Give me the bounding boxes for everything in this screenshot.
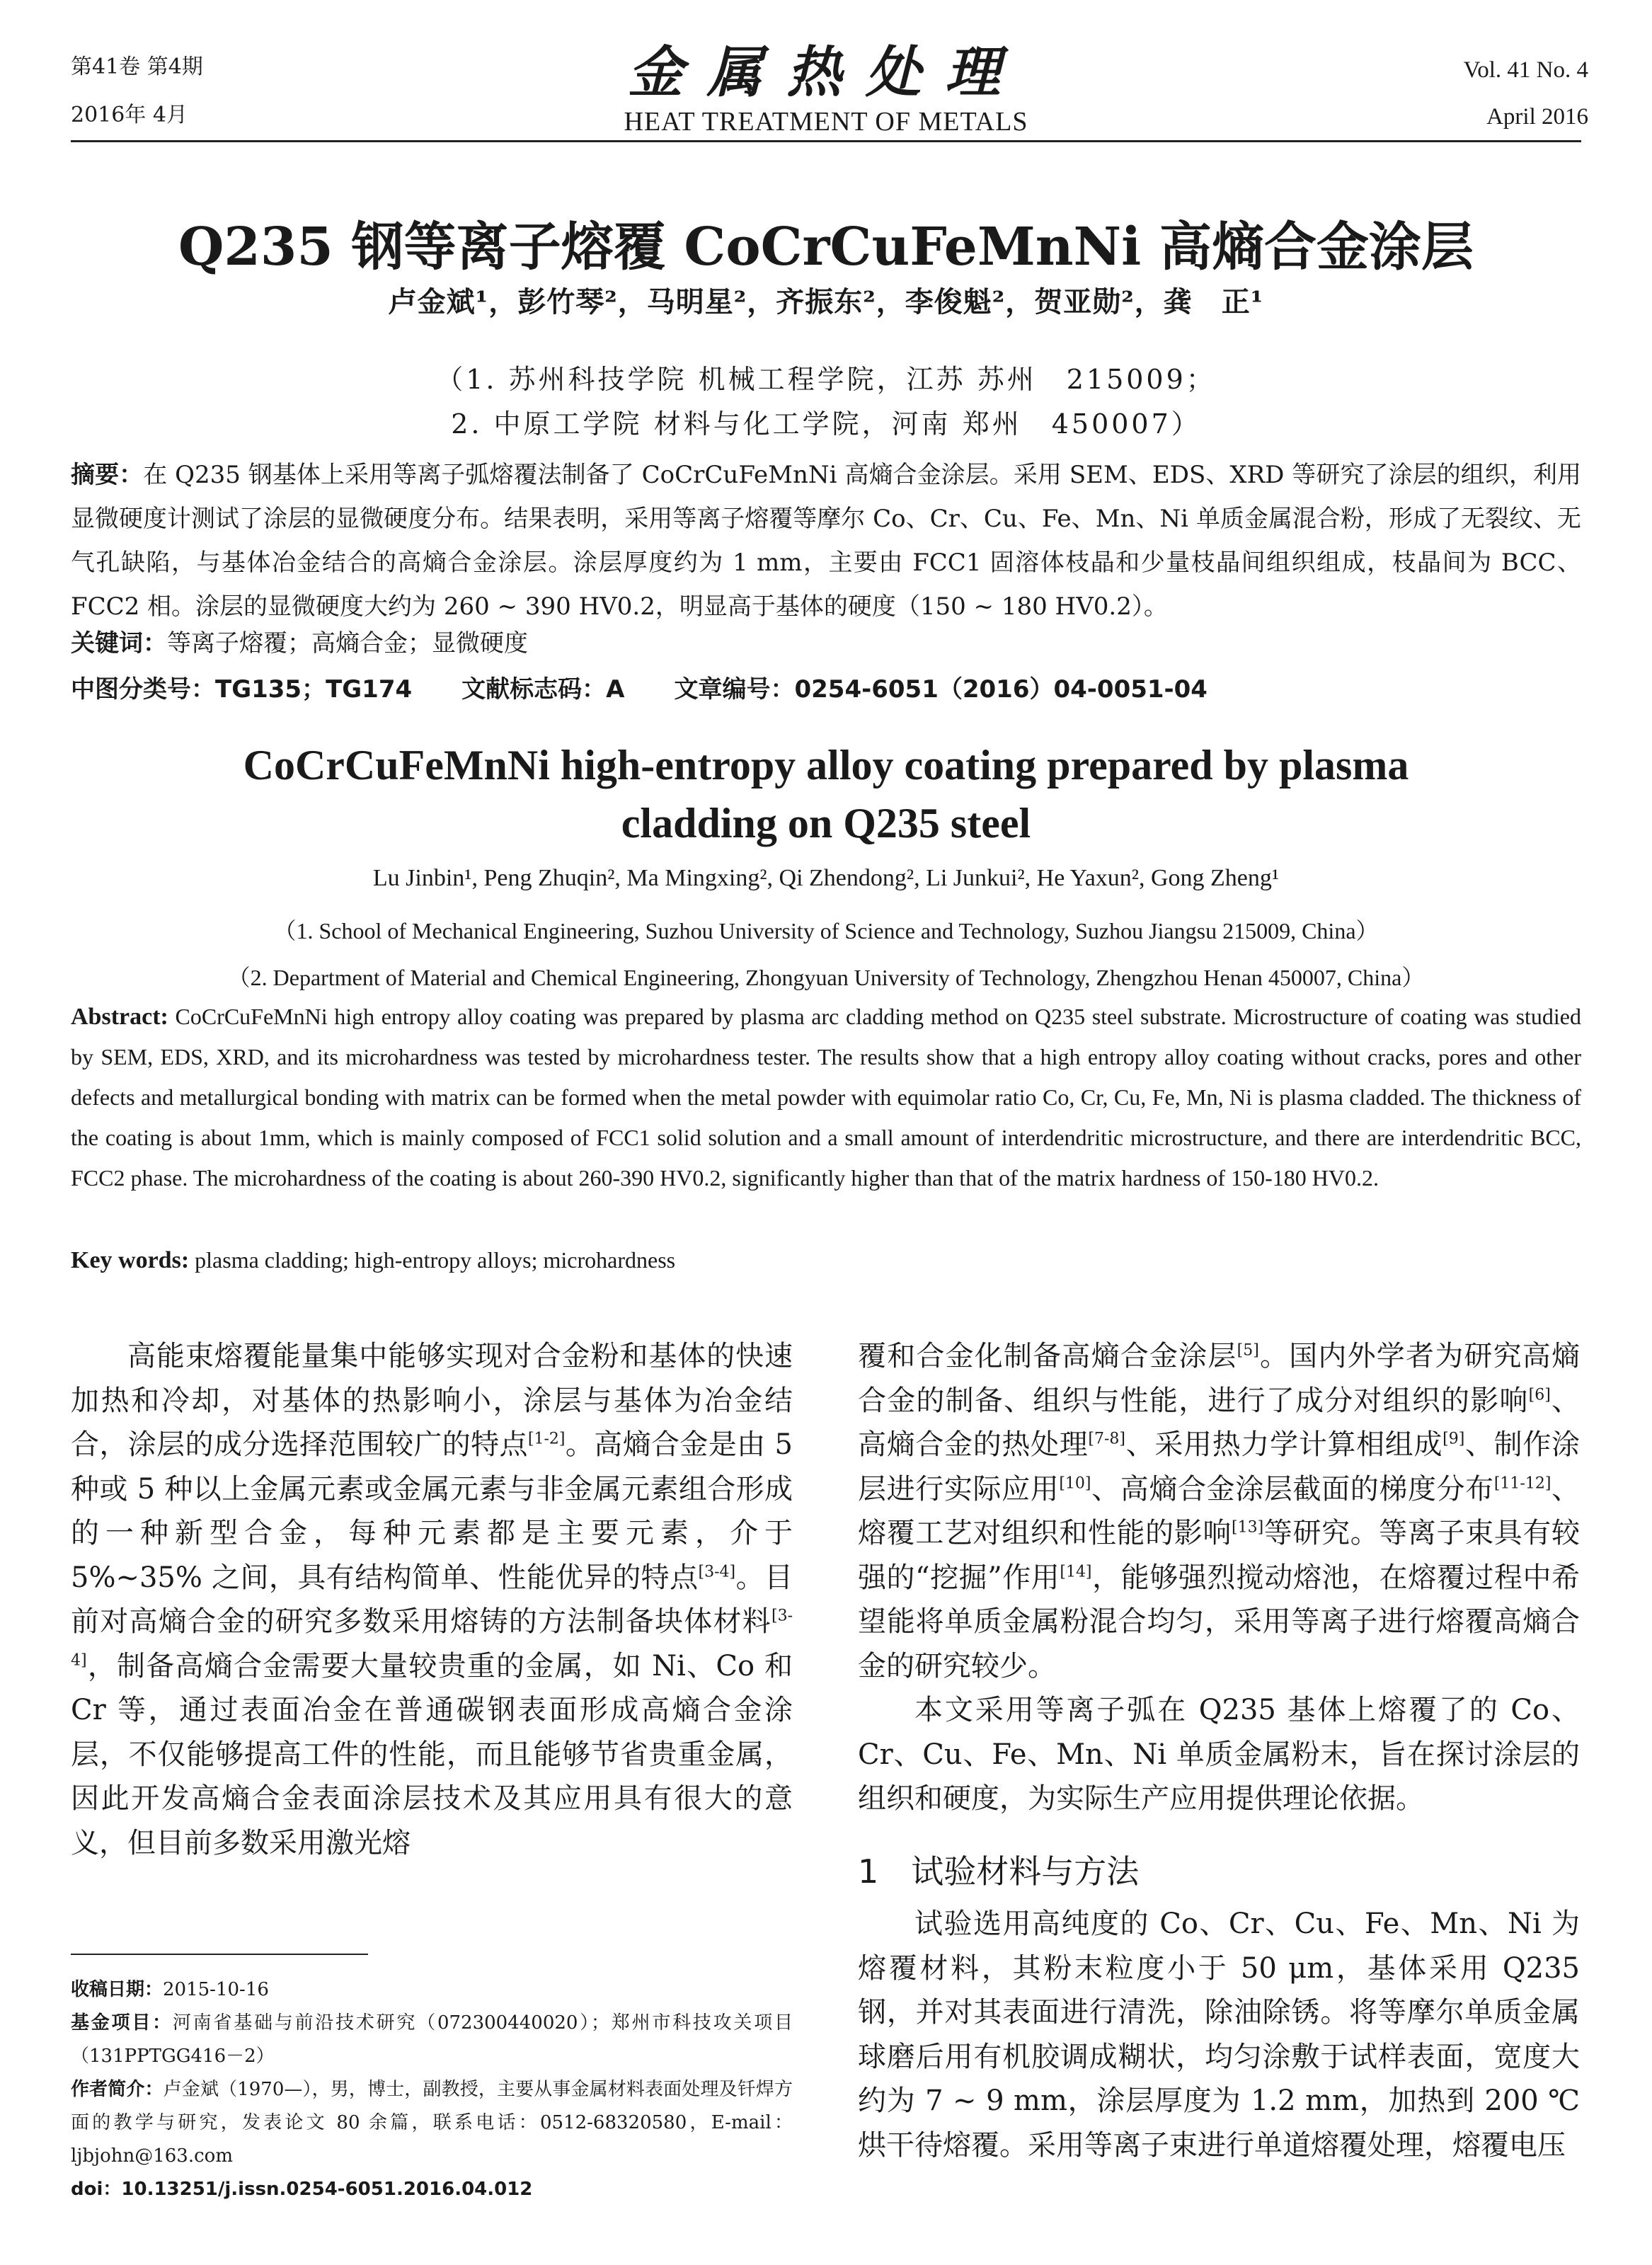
received-date <box>71 1973 793 2007</box>
section-1-heading: 1 试验材料与方法 <box>858 1852 1140 1891</box>
classification-line <box>71 670 1257 704</box>
abstract-cn-text: 在 Q235 钢基体上采用等离子弧熔覆法制备了 CoCrCuFeMnNi 高熵合金涂层。采用 SEM、EDS、XRD 等研究了涂层的组织，利用显微硬度计测试了涂层的显微硬度分布。结果表明，采用等离子熔覆等摩尔 Co、Cr、Cu、Fe、Mn、Ni 单质金属混合粉，形成了无裂纹、无气孔缺陷，与基体冶金结合的高熵合金涂层。涂层厚度约为 1 mm，主要由 FCC1 固溶体枝晶和少量枝晶间组织组成，枝晶间为 BCC、FCC2 相。涂层的显微硬度大约为 260 ~ 390 HV0.2，明显高于基体的硬度（150 ~ 180 HV0.2）。 <box>71 461 1582 621</box>
body-column-left <box>71 1334 793 1865</box>
funding-label: 基金项目： <box>71 2012 173 2034</box>
intro-paragraph-1 <box>71 1334 793 1865</box>
journal-title-cn: 金属热处理 <box>627 40 1024 105</box>
text-span: 。目前对高熵合金的研究多数采用熔铸的方法制备块体材料 <box>71 1561 793 1638</box>
volume-issue-en: Vol. 41 No. 4 <box>1463 57 1588 83</box>
author-bio-value: 卢金斌（1970—），男，博士，副教授，主要从事金属材料表面处理及钎焊方面的教学与研究，发表论文 80 余篇，联系电话：0512-68320580，E-mail：ljbjohn@163.com <box>71 2079 793 2167</box>
text-span: 高能束熔覆能量集中能够实现对合金粉和基体的快速加热和冷却，对基体的热影响小，涂层与基体为冶金结合，涂层的成分选择范围较广的特点 <box>71 1340 793 1461</box>
text-span: 等研究。等离子束具有较强的“挖掘”作用 <box>858 1517 1581 1594</box>
abstract-cn-label: 摘要： <box>71 461 144 489</box>
text-span: ，制备高熵合金需要大量较贵重的金属，如 Ni、Co 和 Cr 等，通过表面冶金在普通碳钢表面形成高熵合金涂层，不仅能够提高工件的性能，而且能够节省贵重金属，因此开发高熵合金表面涂层技术及其应用具有很大的意义，但目前多数采用激光熔 <box>71 1649 793 1859</box>
text-span: ，能够强烈搅动熔池，在熔覆过程中希望能将单质金属粉混合均匀，采用等离子进行熔覆高熵合金的研究较少。 <box>858 1561 1580 1682</box>
document-code: 文献标志码：A <box>461 675 625 704</box>
received-value: 2015-10-16 <box>163 1979 269 2000</box>
text-span: 、高熵合金涂层截面的梯度分布 <box>1091 1472 1494 1506</box>
text-span: 、高熵合金的热处理 <box>858 1384 1581 1461</box>
abstract-en <box>71 997 1581 1198</box>
keywords-cn-label: 关键词： <box>71 629 167 658</box>
authors-en: Lu Jinbin¹, Peng Zhuqin², Ma Mingxing², Qi Zhendong², Li Junkui², He Yaxun², Gong Zheng¹ <box>372 865 1280 891</box>
doi <box>71 2173 793 2206</box>
keywords-cn <box>71 621 1581 665</box>
keywords-en-text: plasma cladding; high-entropy alloys; microhardness <box>195 1247 676 1273</box>
citation: [1-2] <box>527 1430 566 1448</box>
body-column-right <box>858 1334 1580 2167</box>
text-span: 、制作涂层进行实际应用 <box>858 1428 1581 1506</box>
intro-paragraph-1-cont <box>858 1334 1580 1688</box>
doi-value: doi：10.13251/j.issn.0254-6051.2016.04.012 <box>71 2179 533 2200</box>
date-cn: 2016年 4月 <box>71 103 188 127</box>
paper-title-cn: Q235 钢等离子熔覆 CoCrCuFeMnNi 高熵合金涂层 <box>178 217 1474 277</box>
journal-title-en: HEAT TREATMENT OF METALS <box>624 107 1028 137</box>
citation: [13] <box>1232 1518 1264 1537</box>
text-span: 、采用热力学计算相组成 <box>1125 1428 1443 1461</box>
funding-value: 河南省基础与前沿技术研究（072300440020）；郑州市科技攻关项目（131PPTGG416－2） <box>71 2012 793 2067</box>
paper-title-en <box>0 736 1652 852</box>
affiliation-en-2: （2. Department of Material and Chemical Engineering, Zhongyuan University of Technology, Zhengzhou Henan 450007, China） <box>227 965 1425 990</box>
intro-paragraph-2: 本文采用等离子弧在 Q235 基体上熔覆了的 Co、Cr、Cu、Fe、Mn、Ni 单质金属粉末，旨在探讨涂层的组织和硬度，为实际生产应用提供理论依据。 <box>858 1694 1580 1815</box>
citation: [5] <box>1237 1341 1259 1360</box>
author-bio-label: 作者简介： <box>71 2079 164 2100</box>
abstract-en-label: Abstract: <box>71 1004 168 1030</box>
clc-number: 中图分类号：TG135；TG174 <box>71 675 413 704</box>
text-span: 、熔覆工艺对组织和性能的影响 <box>858 1472 1581 1549</box>
author-bio <box>71 2073 793 2173</box>
footnotes <box>71 1973 793 2206</box>
keywords-en <box>71 1240 1581 1280</box>
paper-title-en-line-2: cladding on Q235 steel <box>621 800 1031 847</box>
citation: [9] <box>1442 1430 1465 1448</box>
volume-issue-cn: 第41卷 第4期 <box>71 55 203 79</box>
text-span: 。国内外学者为研究高熵合金的制备、组织与性能，进行了成分对组织的影响 <box>858 1340 1581 1417</box>
header-rule <box>71 140 1581 142</box>
keywords-en-label: Key words: <box>71 1247 190 1273</box>
keywords-cn-text: 等离子熔覆；高熵合金；显微硬度 <box>167 629 528 658</box>
citation: [6] <box>1528 1386 1551 1404</box>
text-span: 。高熵合金是由 5 种或 5 种以上金属元素或金属元素与非金属元素组合形成的一种新型合金，每种元素都是主要元素，介于 5%~35% 之间，具有结构简单、性能优异的特点 <box>71 1428 793 1594</box>
citation: [10] <box>1059 1474 1091 1493</box>
text-span: 覆和合金化制备高熵合金涂层 <box>858 1340 1237 1372</box>
abstract-cn <box>71 453 1581 629</box>
footnote-rule <box>71 1954 368 1955</box>
affiliation-en-1: （1. School of Mechanical Engineering, Suzhou University of Science and Technology, Suzhou Jiangsu 215009, China） <box>273 918 1379 944</box>
methods-paragraph-1: 试验选用高纯度的 Co、Cr、Cu、Fe、Mn、Ni 为熔覆材料，其粉末粒度小于 50 μm，基体采用 Q235 钢，并对其表面进行清洗，除油除锈。将等摩尔单质金属球磨后用有机胶调成糊状，均匀涂敷于试样表面，宽度大约为 7 ~ 9 mm，涂层厚度为 1.2 mm，加热到 200 ℃烘干待熔覆。采用等离子束进行单道熔覆处理，熔覆电压 <box>858 1908 1580 2162</box>
citation: [14] <box>1060 1563 1092 1581</box>
article-number: 文章编号：0254-6051（2016）04-0051-04 <box>674 675 1208 704</box>
affiliation-cn-1: （1. 苏州科技学院 机械工程学院，江苏 苏州 215009； <box>436 364 1216 395</box>
paper-title-en-line-1: CoCrCuFeMnNi high-entropy alloy coating prepared by plasma <box>243 742 1409 789</box>
authors-cn: 卢金斌¹，彭竹琴²，马明星²，齐振东²，李俊魁²，贺亚勋²，龚 正¹ <box>388 285 1264 319</box>
citation: [11-12] <box>1493 1474 1551 1493</box>
citation: [3-4] <box>698 1563 736 1581</box>
affiliation-cn-2: 2. 中原工学院 材料与化工学院，河南 郑州 450007） <box>451 408 1201 440</box>
received-label: 收稿日期： <box>71 1979 164 2000</box>
funding <box>71 2007 793 2073</box>
abstract-en-text: CoCrCuFeMnNi high entropy alloy coating was prepared by plasma arc cladding method on Q235 steel substrate. Microstructure of coating was studied by SEM, EDS, XRD, and its microhardness was tested by microhardness tester. The results show that a high entropy alloy coating without cracks, pores and other defects and metallurgical bonding with matrix can be formed when the metal powder with equimolar ratio Co, Cr, Cu, Fe, Mn, Ni is plasma cladded. The thickness of the coating is about 1mm, which is mainly composed of FCC1 solid solution and a small amount of interdendritic microstructure, and there are interdendritic BCC, FCC2 phase. The microhardness of the coating is about 260-390 HV0.2, significantly higher than that of the matrix hardness of 150-180 HV0.2. <box>71 1004 1582 1191</box>
citation: [7-8] <box>1088 1430 1126 1448</box>
date-en: April 2016 <box>1486 104 1588 130</box>
citation: [3-4] <box>71 1607 793 1670</box>
